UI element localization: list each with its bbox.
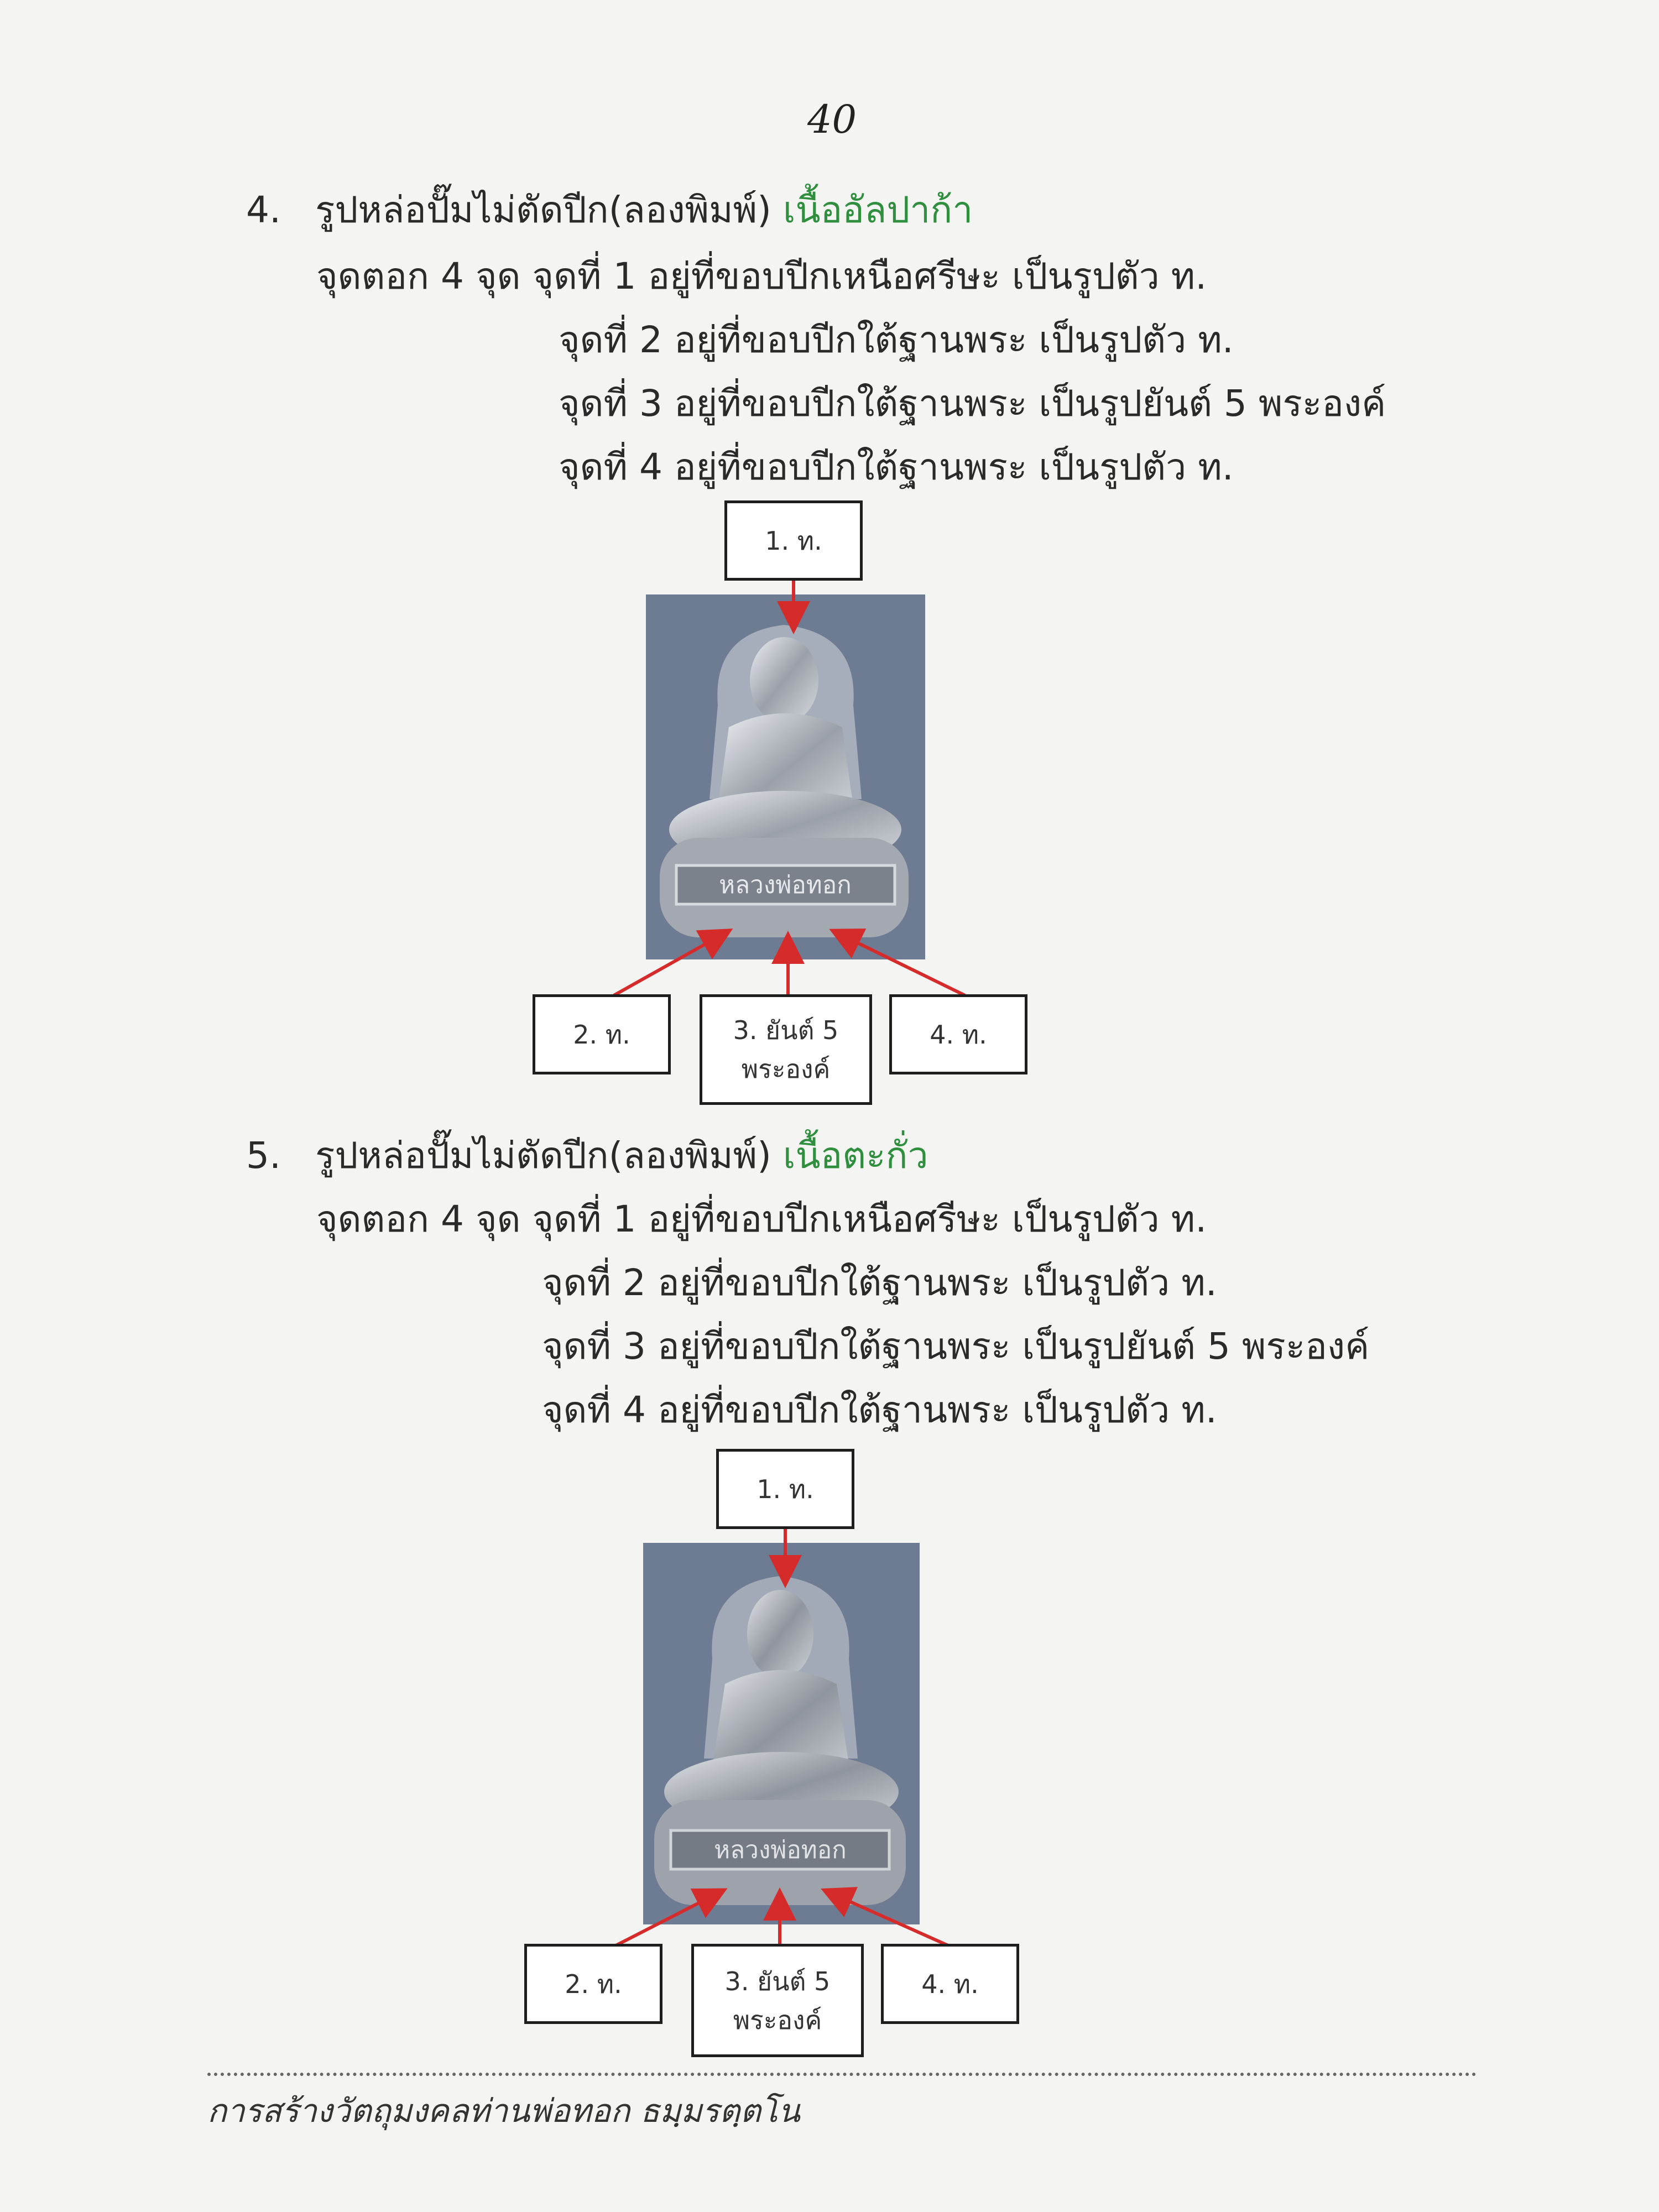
- section-5-label-3: 3. ยันต์ 5 พระองค์: [691, 1944, 864, 2057]
- section-4-label-4: 4. ท.: [889, 994, 1027, 1074]
- section-5-line-2: จุดที่ 2 อยู่ที่ขอบปีกใต้ฐานพระ เป็นรูปตัว ท.: [542, 1261, 1217, 1304]
- section-5-title: รูปหล่อปั๊มไม่ตัดปีก(ลองพิมพ์): [315, 1134, 771, 1177]
- section-4-line-4: จุดที่ 4 อยู่ที่ขอบปีกใต้ฐานพระ เป็นรูปตัว ท.: [559, 446, 1234, 488]
- footer-divider: [207, 2073, 1477, 2076]
- section-4-material: เนื้ออัลปาก้า: [782, 189, 973, 231]
- section-5-label-2: 2. ท.: [524, 1944, 662, 2024]
- svg-text:หลวงพ่อทอก: หลวงพ่อทอก: [719, 871, 852, 899]
- section-4-line-1: จุดตอก 4 จุด จุดที่ 1 อยู่ที่ขอบปีกเหนือศรีษะ เป็นรูปตัว ท.: [316, 255, 1207, 298]
- section-4-label-3: 3. ยันต์ 5 พระองค์: [700, 994, 872, 1105]
- section-5-line-1: จุดตอก 4 จุด จุดที่ 1 อยู่ที่ขอบปีกเหนือศรีษะ เป็นรูปตัว ท.: [316, 1198, 1207, 1240]
- section-4-line-3: จุดที่ 3 อยู่ที่ขอบปีกใต้ฐานพระ เป็นรูปยันต์ 5 พระองค์: [559, 382, 1386, 425]
- section-4-label-2: 2. ท.: [533, 994, 671, 1074]
- section-4-line-2: จุดที่ 2 อยู่ที่ขอบปีกใต้ฐานพระ เป็นรูปตัว ท.: [559, 319, 1234, 361]
- footer-text: การสร้างวัตถุมงคลท่านพ่อทอก ธมฺมรตฺตโน: [207, 2092, 800, 2130]
- section-4-number: 4.: [246, 189, 281, 231]
- page-number: 40: [807, 97, 857, 142]
- svg-text:หลวงพ่อทอก: หลวงพ่อทอก: [714, 1836, 847, 1864]
- section-5-label-4: 4. ท.: [881, 1944, 1019, 2024]
- section-5-number: 5.: [246, 1134, 281, 1177]
- section-5-line-4: จุดที่ 4 อยู่ที่ขอบปีกใต้ฐานพระ เป็นรูปตัว ท.: [542, 1389, 1217, 1431]
- section-5-material: เนื้อตะกั่ว: [782, 1134, 928, 1177]
- section-5-line-3: จุดที่ 3 อยู่ที่ขอบปีกใต้ฐานพระ เป็นรูปยันต์ 5 พระองค์: [542, 1325, 1370, 1368]
- section-4-title: รูปหล่อปั๊มไม่ตัดปีก(ลองพิมพ์): [315, 189, 771, 231]
- section-4-label-1: 1. ท.: [724, 500, 863, 581]
- section-5-label-1: 1. ท.: [716, 1449, 854, 1529]
